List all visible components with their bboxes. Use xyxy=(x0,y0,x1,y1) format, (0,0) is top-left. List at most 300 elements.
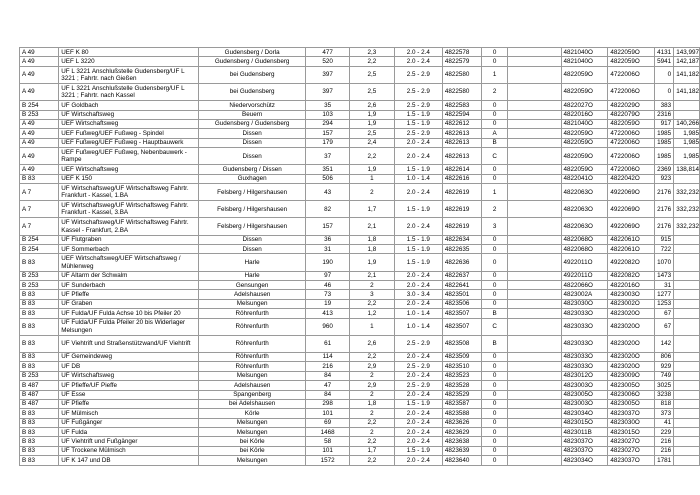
cell-v2 xyxy=(674,245,700,254)
cell-empty xyxy=(508,456,561,465)
table-row xyxy=(20,446,700,455)
cell-road: B 254 xyxy=(20,245,59,254)
cell-g2: 4822079O xyxy=(608,110,655,119)
cell-v1: 229 xyxy=(655,428,674,437)
cell-g1: 4822063O xyxy=(561,201,608,218)
cell-loc: Harle xyxy=(199,271,306,280)
cell-road: A 49 xyxy=(20,66,59,83)
table-row xyxy=(20,48,700,57)
cell-id: 4823626 xyxy=(442,418,481,427)
cell-v1: 31 xyxy=(655,281,674,290)
cell-n2: 2 xyxy=(349,281,394,290)
cell-r: 2.5 - 2.9 xyxy=(394,362,442,371)
cell-g2: 4822059O xyxy=(608,48,655,57)
cell-n2: 2,9 xyxy=(349,362,394,371)
table-row xyxy=(20,281,700,290)
cell-r: 2.0 - 2.4 xyxy=(394,418,442,427)
cell-s: C xyxy=(481,148,507,165)
cell-g2: 4823037O xyxy=(608,409,655,418)
cell-v1: 1985 xyxy=(655,138,674,147)
cell-v2 xyxy=(674,101,700,110)
cell-g1: 4823037O xyxy=(561,446,608,455)
cell-empty xyxy=(508,48,561,57)
cell-n1: 97 xyxy=(306,271,350,280)
cell-g1: 4821040O xyxy=(561,48,608,57)
cell-empty xyxy=(508,184,561,201)
cell-name: UF L 3221 Anschlußstelle Gudensberg/UF L 3221 ; Fahrtr. nach Gießen xyxy=(59,66,199,83)
cell-v1: 818 xyxy=(655,399,674,408)
cell-n1: 101 xyxy=(306,409,350,418)
cell-g1: 4823037O xyxy=(561,437,608,446)
cell-road: A 7 xyxy=(20,201,59,218)
cell-g1: 4822063O xyxy=(561,184,608,201)
cell-g2: 4922069O xyxy=(608,201,655,218)
cell-empty xyxy=(508,254,561,271)
cell-n2: 2,1 xyxy=(349,271,394,280)
cell-g2: 4922082O xyxy=(608,254,655,271)
cell-s: 2 xyxy=(481,201,507,218)
cell-v2 xyxy=(674,428,700,437)
cell-r: 1.5 - 1.9 xyxy=(394,235,442,244)
cell-s: 1 xyxy=(481,66,507,83)
cell-r: 2.0 - 2.4 xyxy=(394,390,442,399)
cell-name: UF Wirtschaftsweg xyxy=(59,371,199,380)
cell-loc: Gudensberg / Dissen xyxy=(199,165,306,174)
cell-loc: bei Gudensberg xyxy=(199,83,306,100)
cell-v1: 1781 xyxy=(655,456,674,465)
cell-n2: 2,2 xyxy=(349,352,394,361)
cell-g1: 4823033O xyxy=(561,335,608,352)
cell-v2: 141,182 xyxy=(674,66,700,83)
cell-name: UF Graben xyxy=(59,299,199,308)
cell-s: 0 xyxy=(481,101,507,110)
cell-loc: Dissen xyxy=(199,138,306,147)
cell-empty xyxy=(508,138,561,147)
cell-id: 4822580 xyxy=(442,83,481,100)
cell-v1: 1277 xyxy=(655,290,674,299)
cell-n2: 1 xyxy=(349,174,394,183)
cell-empty xyxy=(508,335,561,352)
cell-empty xyxy=(508,245,561,254)
cell-n1: 506 xyxy=(306,174,350,183)
cell-g2: 4823002O xyxy=(608,299,655,308)
table-row xyxy=(20,409,700,418)
cell-r: 2.0 - 2.4 xyxy=(394,428,442,437)
cell-s: 0 xyxy=(481,437,507,446)
cell-n2: 1,9 xyxy=(349,119,394,128)
cell-g2: 4822059O xyxy=(608,119,655,128)
cell-n2: 1,7 xyxy=(349,201,394,218)
cell-loc: Gudensberg / Dorla xyxy=(199,48,306,57)
cell-v1: 3238 xyxy=(655,390,674,399)
cell-road: A 7 xyxy=(20,218,59,235)
cell-s: 0 xyxy=(481,174,507,183)
cell-r: 1.5 - 1.9 xyxy=(394,119,442,128)
cell-road: B 487 xyxy=(20,381,59,390)
cell-n1: 61 xyxy=(306,335,350,352)
cell-empty xyxy=(508,290,561,299)
cell-r: 2.5 - 2.9 xyxy=(394,83,442,100)
cell-n2: 2,4 xyxy=(349,138,394,147)
cell-r: 1.5 - 1.9 xyxy=(394,399,442,408)
cell-n1: 114 xyxy=(306,352,350,361)
cell-g2: 4822059O xyxy=(608,57,655,66)
cell-n1: 397 xyxy=(306,66,350,83)
cell-g2: 4823003O xyxy=(608,290,655,299)
cell-v1: 923 xyxy=(655,174,674,183)
cell-g1: 4822066O xyxy=(561,281,608,290)
cell-empty xyxy=(508,129,561,138)
cell-s: 0 xyxy=(481,299,507,308)
cell-g2: 4822016O xyxy=(608,281,655,290)
cell-loc: Melsungen xyxy=(199,371,306,380)
cell-v1: 929 xyxy=(655,362,674,371)
cell-v1: 2176 xyxy=(655,201,674,218)
cell-s: A xyxy=(481,129,507,138)
cell-v1: 2176 xyxy=(655,184,674,201)
cell-v2: 1,985 xyxy=(674,129,700,138)
cell-road: A 7 xyxy=(20,184,59,201)
cell-v1: 1253 xyxy=(655,299,674,308)
cell-name: UF DB xyxy=(59,362,199,371)
cell-empty xyxy=(508,428,561,437)
cell-s: B xyxy=(481,335,507,352)
cell-name: UEF Wirtschaftsweg/UEF Wirtschaftsweg / Mühlenweg xyxy=(59,254,199,271)
table-row xyxy=(20,399,700,408)
cell-g1: 4823015O xyxy=(561,418,608,427)
cell-n1: 157 xyxy=(306,129,350,138)
cell-name: UEF Fußweg/UEF Fußweg, Nebenbauwerk - Rampe xyxy=(59,148,199,165)
cell-g2: 4823006O xyxy=(608,390,655,399)
cell-n2: 2,9 xyxy=(349,381,394,390)
cell-loc: Dissen xyxy=(199,235,306,244)
table-row xyxy=(20,83,700,100)
cell-n1: 43 xyxy=(306,184,350,201)
cell-n2: 1,9 xyxy=(349,165,394,174)
cell-loc: Felsberg / Hilgershausen xyxy=(199,218,306,235)
cell-n2: 1,9 xyxy=(349,254,394,271)
spreadsheet xyxy=(19,47,700,466)
cell-r: 2.0 - 2.4 xyxy=(394,299,442,308)
cell-road: B 83 xyxy=(20,428,59,437)
cell-n2: 2 xyxy=(349,428,394,437)
cell-id: 4822578 xyxy=(442,48,481,57)
cell-s: 0 xyxy=(481,254,507,271)
cell-g2: 4823015O xyxy=(608,428,655,437)
cell-loc: Melsungen xyxy=(199,418,306,427)
table-row xyxy=(20,271,700,280)
cell-n2: 2,2 xyxy=(349,57,394,66)
cell-g2: 4722006O xyxy=(608,165,655,174)
cell-v1: 1985 xyxy=(655,129,674,138)
cell-v2: 1,985 xyxy=(674,148,700,165)
cell-g1: 4822059O xyxy=(561,129,608,138)
cell-g2: 4823005O xyxy=(608,381,655,390)
cell-g1: 4823002A xyxy=(561,290,608,299)
cell-name: UF Wirtschaftsweg/UF Wirtschaftsweg Fahrtr. Kassel - Frankfurt, 2.BA xyxy=(59,218,199,235)
cell-g1: 4823033O xyxy=(561,362,608,371)
cell-s: 3 xyxy=(481,218,507,235)
cell-n1: 294 xyxy=(306,119,350,128)
cell-road: B 83 xyxy=(20,335,59,352)
table-row xyxy=(20,318,700,335)
cell-empty xyxy=(508,57,561,66)
cell-name: UF Viehtrift und Straßenstützwand/UF Viehtrift xyxy=(59,335,199,352)
cell-v1: 4131 xyxy=(655,48,674,57)
cell-n2: 1,7 xyxy=(349,446,394,455)
cell-v1: 216 xyxy=(655,437,674,446)
cell-loc: bei Körle xyxy=(199,446,306,455)
cell-v1: 67 xyxy=(655,318,674,335)
table-row xyxy=(20,309,700,318)
cell-g2: 4822042O xyxy=(608,174,655,183)
table-row xyxy=(20,110,700,119)
cell-road: A 49 xyxy=(20,148,59,165)
cell-n1: 520 xyxy=(306,57,350,66)
cell-v1: 2316 xyxy=(655,110,674,119)
cell-empty xyxy=(508,437,561,446)
table-row xyxy=(20,218,700,235)
cell-loc: Gudensberg / Gudensberg xyxy=(199,119,306,128)
cell-loc: Melsungen xyxy=(199,456,306,465)
cell-s: 0 xyxy=(481,352,507,361)
cell-road: B 487 xyxy=(20,390,59,399)
cell-g2: 4823020O xyxy=(608,318,655,335)
cell-loc: Adelshausen xyxy=(199,381,306,390)
cell-r: 2.5 - 2.9 xyxy=(394,335,442,352)
cell-v2 xyxy=(674,437,700,446)
cell-n2: 1,8 xyxy=(349,245,394,254)
cell-r: 1.5 - 1.9 xyxy=(394,245,442,254)
cell-g2: 4822029O xyxy=(608,101,655,110)
cell-g1: 4822027O xyxy=(561,101,608,110)
cell-name: UEF Wirtschaftsweg xyxy=(59,119,199,128)
cell-n1: 46 xyxy=(306,281,350,290)
cell-n2: 2,2 xyxy=(349,148,394,165)
cell-r: 2.0 - 2.4 xyxy=(394,437,442,446)
cell-road: B 83 xyxy=(20,456,59,465)
cell-n2: 2,5 xyxy=(349,66,394,83)
cell-g1: 4821040O xyxy=(561,119,608,128)
cell-g1: 4823033O xyxy=(561,352,608,361)
cell-r: 2.0 - 2.4 xyxy=(394,409,442,418)
cell-n1: 82 xyxy=(306,201,350,218)
cell-n1: 477 xyxy=(306,48,350,57)
cell-v2 xyxy=(674,235,700,244)
cell-loc: Röhrenfurth xyxy=(199,309,306,318)
cell-loc: Melsungen xyxy=(199,428,306,437)
table-row xyxy=(20,254,700,271)
table-row xyxy=(20,138,700,147)
cell-id: 4822579 xyxy=(442,57,481,66)
cell-v1: 383 xyxy=(655,101,674,110)
cell-s: 0 xyxy=(481,110,507,119)
table-row xyxy=(20,174,700,183)
cell-v1: 2176 xyxy=(655,218,674,235)
table-row xyxy=(20,362,700,371)
cell-v1: 749 xyxy=(655,371,674,380)
cell-r: 1.5 - 1.9 xyxy=(394,446,442,455)
cell-g2: 4823020O xyxy=(608,362,655,371)
cell-v2 xyxy=(674,299,700,308)
cell-n1: 397 xyxy=(306,83,350,100)
cell-loc: bei Gudensberg xyxy=(199,66,306,83)
cell-n2: 2,2 xyxy=(349,456,394,465)
cell-v2 xyxy=(674,174,700,183)
table-row xyxy=(20,371,700,380)
cell-id: 4823529 xyxy=(442,390,481,399)
cell-g1: 4822059O xyxy=(561,165,608,174)
cell-n1: 47 xyxy=(306,381,350,390)
cell-empty xyxy=(508,110,561,119)
cell-empty xyxy=(508,174,561,183)
cell-name: UF Fulda/UF Fulda Pfeiler 20 bis Widerlager Melsungen xyxy=(59,318,199,335)
cell-loc: Röhrenfurth xyxy=(199,335,306,352)
cell-v1: 67 xyxy=(655,309,674,318)
cell-name: UF Pfieffe xyxy=(59,399,199,408)
cell-road: A 49 xyxy=(20,165,59,174)
cell-loc: Dissen xyxy=(199,129,306,138)
cell-road: B 83 xyxy=(20,362,59,371)
cell-v2 xyxy=(674,281,700,290)
cell-s: C xyxy=(481,318,507,335)
table-row xyxy=(20,245,700,254)
cell-g1: 4823033O xyxy=(561,318,608,335)
cell-s: B xyxy=(481,309,507,318)
cell-loc: Gensungen xyxy=(199,281,306,290)
cell-v2: 142,187 xyxy=(674,57,700,66)
cell-r: 2.0 - 2.4 xyxy=(394,218,442,235)
cell-n2: 2 xyxy=(349,371,394,380)
cell-n2: 2,5 xyxy=(349,83,394,100)
cell-v2 xyxy=(674,271,700,280)
cell-n2: 2 xyxy=(349,184,394,201)
cell-empty xyxy=(508,201,561,218)
cell-s: 0 xyxy=(481,399,507,408)
cell-g1: 4922011O xyxy=(561,254,608,271)
cell-loc: Röhrenfurth xyxy=(199,362,306,371)
cell-v1: 216 xyxy=(655,446,674,455)
cell-empty xyxy=(508,352,561,361)
cell-s: 1 xyxy=(481,184,507,201)
cell-n1: 58 xyxy=(306,437,350,446)
cell-g2: 4922069O xyxy=(608,218,655,235)
cell-n1: 190 xyxy=(306,254,350,271)
cell-id: 4822637 xyxy=(442,271,481,280)
cell-id: 4822613 xyxy=(442,148,481,165)
table-row xyxy=(20,184,700,201)
cell-g2: 4823009O xyxy=(608,371,655,380)
cell-n1: 35 xyxy=(306,101,350,110)
cell-road: B 83 xyxy=(20,437,59,446)
cell-v2 xyxy=(674,254,700,271)
cell-id: 4823640 xyxy=(442,456,481,465)
cell-empty xyxy=(508,165,561,174)
cell-id: 4823587 xyxy=(442,399,481,408)
cell-r: 2.5 - 2.9 xyxy=(394,381,442,390)
cell-v2 xyxy=(674,390,700,399)
table-row xyxy=(20,235,700,244)
cell-r: 2.5 - 2.9 xyxy=(394,129,442,138)
cell-id: 4823507 xyxy=(442,318,481,335)
cell-empty xyxy=(508,281,561,290)
cell-s: 0 xyxy=(481,290,507,299)
cell-id: 4822612 xyxy=(442,119,481,128)
cell-id: 4822619 xyxy=(442,201,481,218)
cell-v2 xyxy=(674,362,700,371)
table-row xyxy=(20,299,700,308)
cell-n2: 2 xyxy=(349,409,394,418)
cell-g1: 4822059O xyxy=(561,66,608,83)
cell-name: UF Goldbach xyxy=(59,101,199,110)
cell-id: 4822641 xyxy=(442,281,481,290)
cell-empty xyxy=(508,362,561,371)
cell-r: 1.5 - 1.9 xyxy=(394,254,442,271)
cell-g1: 4821040O xyxy=(561,57,608,66)
cell-s: 0 xyxy=(481,48,507,57)
cell-v2: 1,985 xyxy=(674,138,700,147)
cell-s: 0 xyxy=(481,409,507,418)
cell-loc: Harle xyxy=(199,254,306,271)
cell-loc: Körle xyxy=(199,409,306,418)
table-row xyxy=(20,57,700,66)
cell-g1: 4823011B xyxy=(561,428,608,437)
cell-road: B 254 xyxy=(20,235,59,244)
cell-v2 xyxy=(674,446,700,455)
cell-id: 4823506 xyxy=(442,299,481,308)
cell-n1: 298 xyxy=(306,399,350,408)
cell-g2: 4722006O xyxy=(608,83,655,100)
cell-v1: 806 xyxy=(655,352,674,361)
cell-g2: 4823020O xyxy=(608,309,655,318)
cell-name: UF Esse xyxy=(59,390,199,399)
cell-s: 0 xyxy=(481,456,507,465)
cell-road: A 49 xyxy=(20,48,59,57)
cell-s: 0 xyxy=(481,281,507,290)
cell-g1: 4823005O xyxy=(561,390,608,399)
cell-loc: Melsungen xyxy=(199,299,306,308)
cell-road: B 83 xyxy=(20,174,59,183)
cell-id: 4823629 xyxy=(442,428,481,437)
cell-g2: 4822061O xyxy=(608,235,655,244)
cell-g2: 4823037O xyxy=(608,456,655,465)
table-row xyxy=(20,201,700,218)
cell-empty xyxy=(508,101,561,110)
cell-road: B 253 xyxy=(20,110,59,119)
cell-name: UF Sommerbach xyxy=(59,245,199,254)
cell-r: 1.5 - 1.9 xyxy=(394,201,442,218)
cell-g1: 4822059O xyxy=(561,138,608,147)
cell-g1: 4822068O xyxy=(561,245,608,254)
cell-n1: 960 xyxy=(306,318,350,335)
cell-g2: 4922069O xyxy=(608,184,655,201)
cell-n2: 1,8 xyxy=(349,399,394,408)
cell-n1: 1572 xyxy=(306,456,350,465)
cell-id: 4823507 xyxy=(442,309,481,318)
cell-g2: 4823005O xyxy=(608,399,655,408)
cell-g1: 4822016O xyxy=(561,110,608,119)
cell-id: 4822613 xyxy=(442,129,481,138)
table-row xyxy=(20,352,700,361)
cell-v2 xyxy=(674,352,700,361)
table-row xyxy=(20,456,700,465)
cell-g2: 4823027O xyxy=(608,437,655,446)
cell-v2: 140,266 xyxy=(674,119,700,128)
cell-s: 0 xyxy=(481,418,507,427)
table-row xyxy=(20,428,700,437)
cell-v2: 332,232 xyxy=(674,184,700,201)
cell-g2: 4823030O xyxy=(608,418,655,427)
